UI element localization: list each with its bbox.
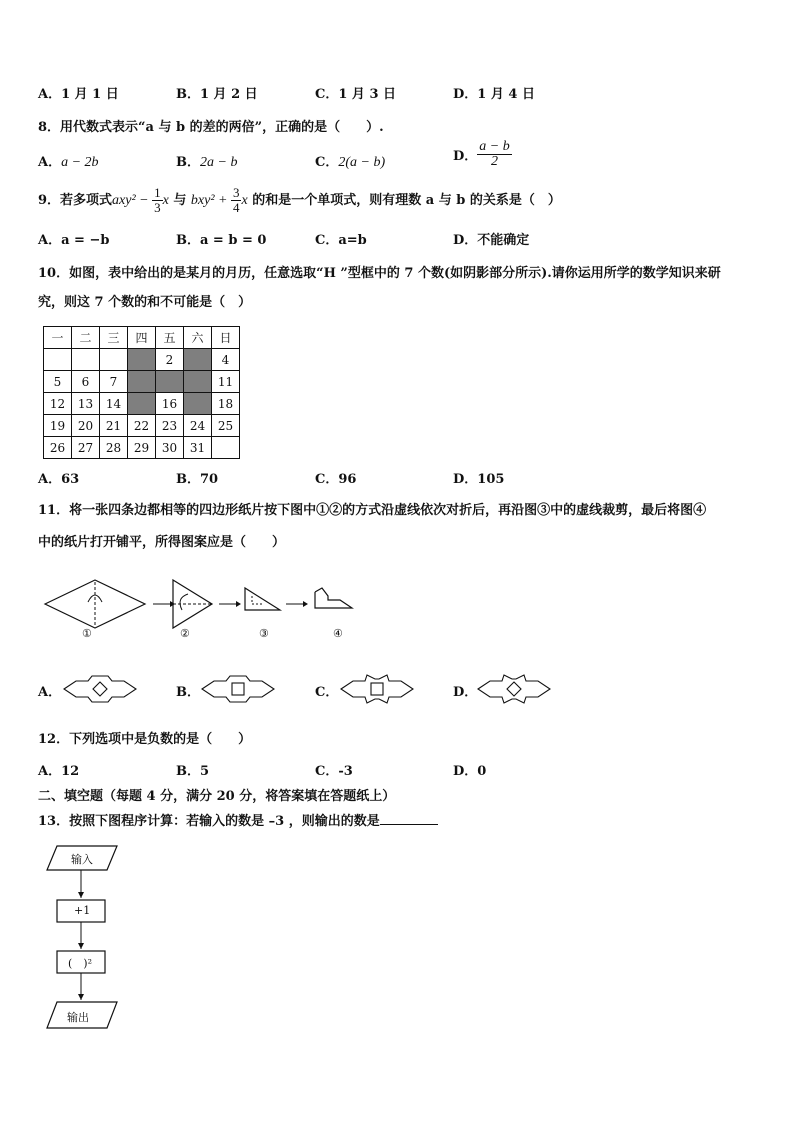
q9-option-d: D．不能确定 — [453, 233, 530, 248]
q10-option-b: B．70 — [176, 472, 219, 487]
q11-stem-line1: 11．将一张四条边都相等的四边形纸片按下图中①②的方式沿虚线依次对折后，再沿图③中的虚线裁剪，最后将图④ — [38, 503, 707, 518]
calendar-cell: 6 — [72, 371, 100, 393]
q11-option-c-shape — [339, 673, 415, 705]
calendar-header-cell: 三 — [100, 327, 128, 349]
calendar-cell: 26 — [44, 437, 72, 459]
calendar-cell: 12 — [44, 393, 72, 415]
calendar-row — [44, 393, 240, 415]
q9-frac1-num: 1 — [154, 185, 161, 200]
q8-stem: 8．用代数式表示“a 与 b 的差的两倍”，正确的是（ ）. — [38, 120, 384, 135]
section-heading: 二、填空题（每题 4 分，满分 20 分，将答案填在答题纸上） — [38, 789, 396, 804]
arrow-icon — [153, 601, 175, 607]
calendar-cell: 29 — [128, 437, 156, 459]
q9-suffix: 的和是一个单项式，则有理数 a 与 b 的关系是（ ） — [247, 193, 561, 208]
q9-frac2-num: 3 — [232, 185, 240, 200]
q9-plus: + — [214, 193, 231, 208]
q12-option-c: C．-3 — [315, 764, 353, 779]
calendar-cell: 23 — [156, 415, 184, 437]
q9-fraction-2 — [231, 186, 242, 215]
calendar-cell: 11 — [212, 371, 240, 393]
calendar-cell: 2 — [156, 349, 184, 371]
flow-step1-label: +1 — [74, 904, 91, 917]
calendar-cell: 18 — [212, 393, 240, 415]
calendar-cell-shaded — [156, 371, 184, 393]
calendar-cell-shaded — [184, 393, 212, 415]
calendar-row — [44, 437, 240, 459]
calendar-row — [44, 349, 240, 371]
q8-d-denominator: 2 — [491, 154, 498, 169]
q11-option-a-shape — [62, 674, 138, 704]
q8-option-c — [315, 151, 385, 171]
calendar-cell: 31 — [184, 437, 212, 459]
flow-input-label: 输入 — [71, 853, 93, 866]
q8-option-a-label: A． — [38, 155, 62, 170]
calendar-cell-shaded — [128, 349, 156, 371]
q9-x2: x — [241, 193, 248, 208]
calendar-header-row — [44, 327, 240, 349]
q8-option-b-label: B． — [176, 155, 200, 170]
q9-option-a: A．a = −b — [38, 233, 110, 248]
q11-option-b-label: B． — [176, 685, 200, 700]
q8-option-c-expr: 2(a − b) — [338, 155, 386, 170]
calendar-header-cell: 日 — [212, 327, 240, 349]
calendar-row — [44, 415, 240, 437]
q8-option-d — [453, 140, 512, 169]
q11-stem-line2: 中的纸片打开铺平，所得图案应是（ ） — [38, 535, 286, 550]
calendar-cell — [72, 349, 100, 371]
q9-stem — [38, 186, 561, 215]
calendar-cell: 22 — [128, 415, 156, 437]
q9-frac1-den: 3 — [154, 200, 161, 215]
q8-option-a-expr: a − 2b — [61, 155, 99, 170]
flow-step2-label: ( )² — [68, 957, 92, 970]
q8-option-c-label: C． — [315, 155, 339, 170]
q10-option-d: D．105 — [453, 472, 505, 487]
calendar-cell: 24 — [184, 415, 212, 437]
q9-fraction-1 — [152, 186, 163, 215]
q9-x1: x — [162, 193, 169, 208]
q11-option-d-shape — [476, 673, 552, 705]
q8-d-numerator: a − b — [479, 139, 510, 154]
flow-output-label: 输出 — [67, 1011, 89, 1024]
arrow-icon — [286, 601, 308, 607]
arrow-icon — [219, 601, 241, 607]
fold-step-label-4: ④ — [333, 627, 343, 640]
calendar-cell: 25 — [212, 415, 240, 437]
q13-stem-text: 13．按照下图程序计算：若输入的数是 –3 ，则输出的数是 — [38, 814, 380, 829]
calendar-cell: 14 — [100, 393, 128, 415]
calendar-cell: 4 — [212, 349, 240, 371]
q7-option-c: C．1 月 3 日 — [315, 87, 397, 102]
q9-option-b: B．a = b = 0 — [176, 233, 267, 248]
q10-stem-line1: 10．如图，表中给出的是某月的月历，任意选取“H ”型框中的 7 个数(如阴影部分所示).请你运用所学的数学知识来研 — [38, 266, 721, 281]
calendar-cell: 19 — [44, 415, 72, 437]
calendar-row — [44, 371, 240, 393]
calendar-cell: 7 — [100, 371, 128, 393]
fold-step-4-shape — [315, 588, 352, 608]
calendar-cell: 13 — [72, 393, 100, 415]
calendar-cell: 21 — [100, 415, 128, 437]
q12-option-a: A．12 — [38, 764, 80, 779]
q9-frac2-den: 4 — [232, 200, 240, 215]
calendar-cell — [44, 349, 72, 371]
calendar-cell-shaded — [128, 393, 156, 415]
q9-mid: 与 — [168, 193, 191, 208]
calendar-cell: 20 — [72, 415, 100, 437]
calendar-cell: 16 — [156, 393, 184, 415]
fold-step-3-triangle — [245, 588, 280, 610]
calendar-cell — [100, 349, 128, 371]
calendar-header-cell: 五 — [156, 327, 184, 349]
q8-option-d-fraction — [477, 140, 511, 169]
q11-option-a-label: A． — [38, 685, 62, 700]
q10-option-a: A．63 — [38, 472, 80, 487]
calendar-cell: 30 — [156, 437, 184, 459]
q7-option-d: D．1 月 4 日 — [453, 87, 535, 102]
answer-blank — [380, 812, 438, 825]
q9-minus: − — [135, 193, 153, 208]
q12-stem: 12．下列选项中是负数的是（ ） — [38, 732, 252, 747]
calendar-cell — [212, 437, 240, 459]
q11-option-b-shape — [200, 674, 276, 704]
q9-term1: axy² — [112, 193, 136, 208]
calendar-header-cell: 四 — [128, 327, 156, 349]
q7-option-a: A．1 月 1 日 — [38, 87, 119, 102]
calendar-cell: 28 — [100, 437, 128, 459]
q8-option-b-expr: 2a − b — [200, 155, 238, 170]
fold-step-label-2: ② — [180, 627, 190, 640]
q8-option-a — [38, 151, 99, 171]
q10-stem-line2: 究，则这 7 个数的和不可能是（ ） — [38, 295, 252, 310]
q9-prefix: 9．若多项式 — [38, 193, 113, 208]
calendar-table — [43, 326, 240, 459]
q7-option-b: B．1 月 2 日 — [176, 87, 258, 102]
q11-option-d-label: D． — [453, 685, 478, 700]
q12-option-d: D．0 — [453, 764, 487, 779]
q11-option-c-label: C． — [315, 685, 339, 700]
calendar-header-cell: 二 — [72, 327, 100, 349]
calendar-cell-shaded — [184, 349, 212, 371]
flowchart — [45, 842, 125, 1034]
q10-option-c: C．96 — [315, 472, 357, 487]
calendar-header-cell: 六 — [184, 327, 212, 349]
q8-option-b — [176, 151, 237, 171]
q8-option-d-label: D． — [453, 149, 478, 164]
fold-step-1-diamond — [45, 580, 145, 628]
calendar-cell: 27 — [72, 437, 100, 459]
q9-option-c: C．a=b — [315, 233, 367, 248]
q13-stem — [38, 810, 438, 829]
calendar-header-cell: 一 — [44, 327, 72, 349]
q12-option-b: B．5 — [176, 764, 210, 779]
q9-term2: bxy² — [190, 193, 215, 208]
calendar-cell-shaded — [128, 371, 156, 393]
fold-step-2-triangle — [173, 580, 212, 628]
fold-step-label-1: ① — [82, 627, 92, 640]
fold-step-label-3: ③ — [259, 627, 269, 640]
calendar-cell: 5 — [44, 371, 72, 393]
calendar-cell-shaded — [184, 371, 212, 393]
